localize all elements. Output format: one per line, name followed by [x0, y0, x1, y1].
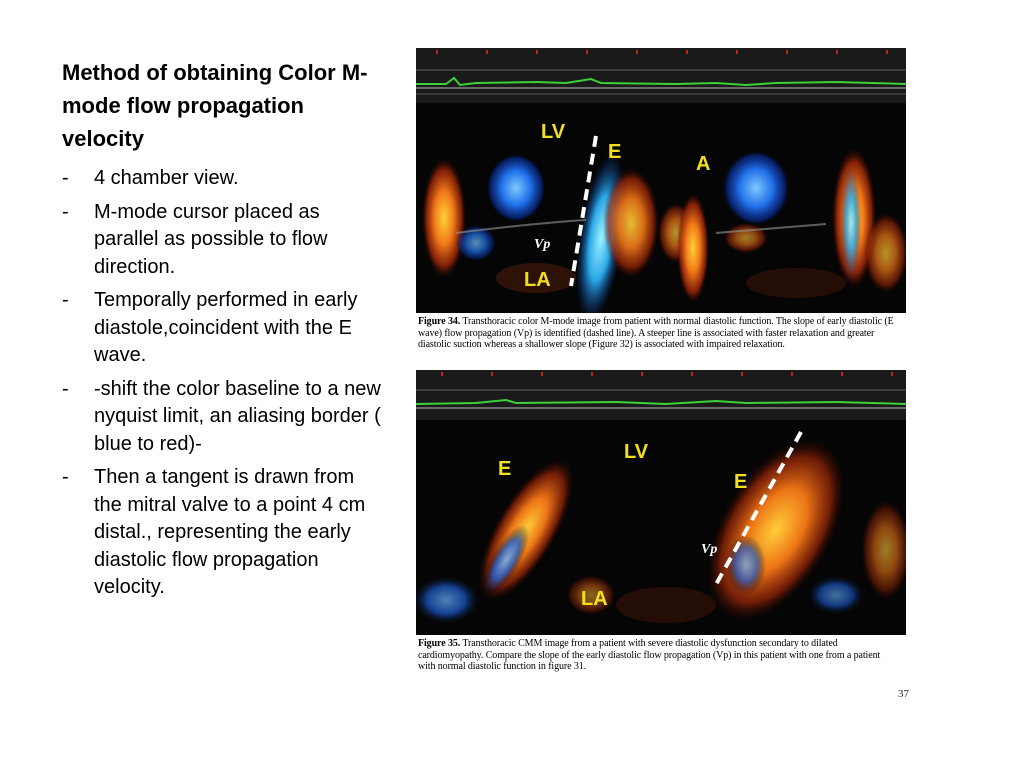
figure-34: [416, 48, 906, 351]
figure-34-caption: [418, 316, 898, 351]
bullet-item: [62, 199, 382, 282]
caption-text: Transthoracic color M-mode image from patient with normal diastolic function. The slope of early diastolic (E wave) flow propagation (Vp) is identified (dashed line). A steeper line is associated with faster relaxation and greater diastolic suction whereas a shallower slope (Figure 32) is associated with impaired relaxation.: [418, 316, 894, 350]
color-m-mode-image-normal: [416, 48, 906, 313]
slide-title: Method of obtaining Color M- mode flow propagation velocity: [62, 60, 368, 151]
bullet-text: M-mode cursor placed as parallel as possible to flow direction.: [94, 200, 328, 278]
label-vp: Vp: [701, 542, 718, 557]
label-e-right: E: [734, 471, 748, 493]
bullet-dash: -: [62, 289, 69, 311]
label-e: E: [608, 141, 622, 163]
bullet-item: [62, 287, 382, 370]
label-vp: Vp: [534, 237, 551, 252]
bullet-dash: -: [62, 466, 69, 488]
label-e-left: E: [498, 458, 512, 480]
bullet-item: [62, 165, 382, 193]
figure-35: [416, 370, 906, 673]
caption-label: Figure 35.: [418, 638, 461, 649]
color-m-mode-image-dilated-cardiomyopathy: [416, 370, 906, 635]
label-lv: LV: [624, 441, 649, 463]
figure-35-caption: [418, 638, 898, 673]
bullet-item: [62, 376, 382, 459]
bullet-text: 4 chamber view.: [94, 167, 239, 189]
bullet-dash: -: [62, 200, 69, 223]
bullet-dash: -: [62, 167, 69, 189]
label-la: LA: [524, 269, 551, 291]
label-la: LA: [581, 588, 608, 610]
bullet-list: [62, 165, 382, 608]
bullet-text: Temporally performed in early diastole,coincident with the E wave.: [94, 289, 358, 366]
caption-label: Figure 34.: [418, 316, 461, 327]
caption-text: Transthoracic CMM image from a patient with severe diastolic dysfunction secondary to dilated cardiomyopathy. Compare the slope of the early diastolic flow propagation (Vp) in this patient with one from a patient with normal diastolic function in figure 31.: [418, 638, 881, 672]
bullet-text: Then a tangent is drawn from the mitral valve to a point 4 cm distal., representing the early diastolic flow propagation velocity.: [94, 466, 366, 598]
bullet-dash: -: [62, 377, 69, 400]
label-lv: LV: [541, 121, 566, 143]
label-a: A: [696, 153, 711, 175]
bullet-item: [62, 464, 382, 602]
bullet-text: -shift the color baseline to a new nyquist limit, an aliasing border ( blue to red)-: [94, 377, 381, 455]
page-number: 37: [898, 688, 909, 700]
